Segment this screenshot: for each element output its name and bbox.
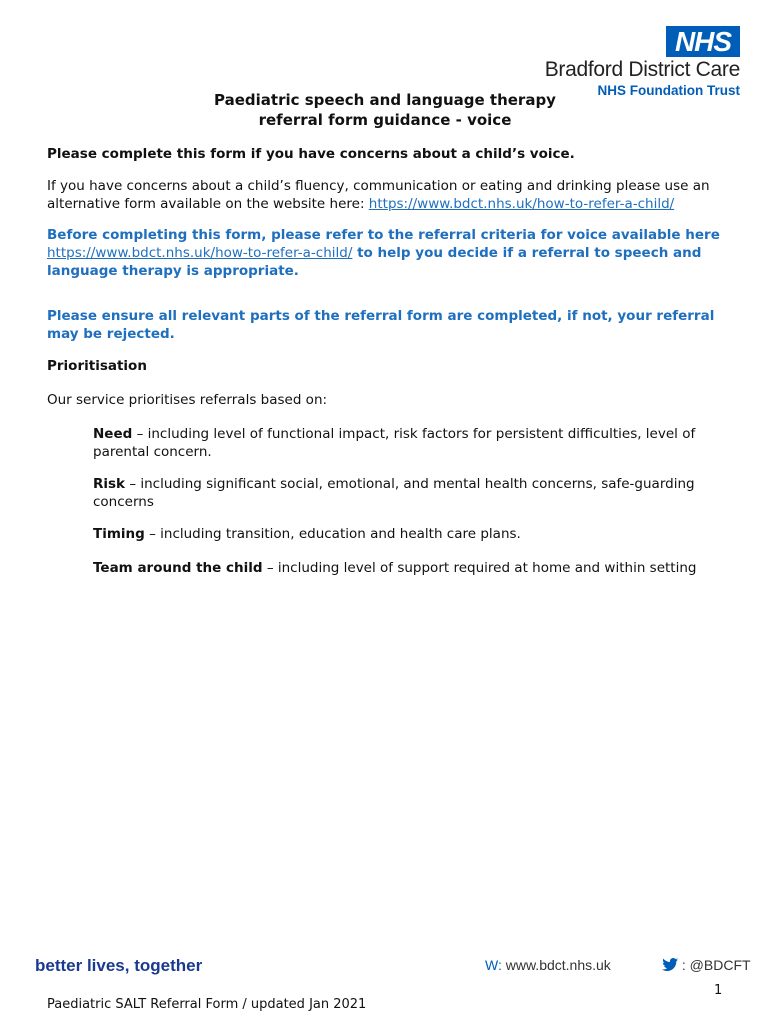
alt-form-link[interactable]: https://www.bdct.nhs.uk/how-to-refer-a-child/ — [368, 196, 675, 212]
org-subtitle: NHS Foundation Trust — [597, 83, 740, 98]
web-url[interactable]: www.bdct.nhs.uk — [505, 957, 611, 973]
web-label: W: — [485, 957, 502, 973]
intro-lead: Please complete this form if you have concerns about a child’s voice. — [47, 146, 575, 162]
priority-item-team — [93, 559, 713, 577]
twitter-bird-icon — [662, 957, 682, 973]
priority-text: – including level of support required at home and within setting — [262, 560, 697, 576]
org-name: Bradford District Care — [544, 58, 740, 81]
nhs-logo: NHS — [666, 26, 740, 57]
page-title-line-1: Paediatric speech and language therapy — [214, 91, 556, 109]
criteria-paragraph — [47, 226, 727, 280]
document-footer: Paediatric SALT Referral Form / updated Jan 2021 — [47, 997, 367, 1012]
priority-item-need — [93, 425, 713, 461]
criteria-after: to help you decide if a referral to speech and language therapy is appropriate. — [47, 245, 702, 279]
priority-item-risk — [93, 475, 713, 511]
prioritisation-heading: Prioritisation — [47, 358, 147, 374]
alt-form-text: If you have concerns about a child’s fluency, communication or eating and drinking please use an alternative form available on the website here: — [47, 178, 710, 212]
priority-term: Risk — [93, 476, 126, 492]
priority-text: – including significant social, emotional, and mental health concerns, safe-guarding concerns — [93, 476, 695, 510]
footer-twitter — [662, 957, 751, 973]
priority-term: Timing — [93, 526, 145, 542]
priority-term: Need — [93, 426, 133, 442]
criteria-text: Before completing this form, please refer to the referral criteria for voice available here — [47, 227, 720, 243]
footer-website — [485, 957, 611, 973]
ensure-notice: Please ensure all relevant parts of the referral form are completed, if not, your referral may be rejected. — [47, 308, 715, 342]
footer-tagline: better lives, together — [35, 956, 203, 975]
priority-item-timing — [93, 525, 713, 543]
twitter-handle[interactable]: : @BDCFT — [681, 957, 751, 973]
priority-text: – including level of functional impact, risk factors for persistent difficulties, level of parental concern. — [93, 426, 696, 460]
priority-text: – including transition, education and health care plans. — [144, 526, 521, 542]
prioritisation-lead: Our service prioritises referrals based on: — [47, 392, 328, 408]
priority-term: Team around the child — [93, 560, 263, 576]
criteria-link[interactable]: https://www.bdct.nhs.uk/how-to-refer-a-child/ — [47, 245, 353, 261]
alt-form-paragraph — [47, 177, 727, 213]
page-number: 1 — [714, 983, 723, 998]
page-title-line-2: referral form guidance - voice — [258, 111, 512, 129]
